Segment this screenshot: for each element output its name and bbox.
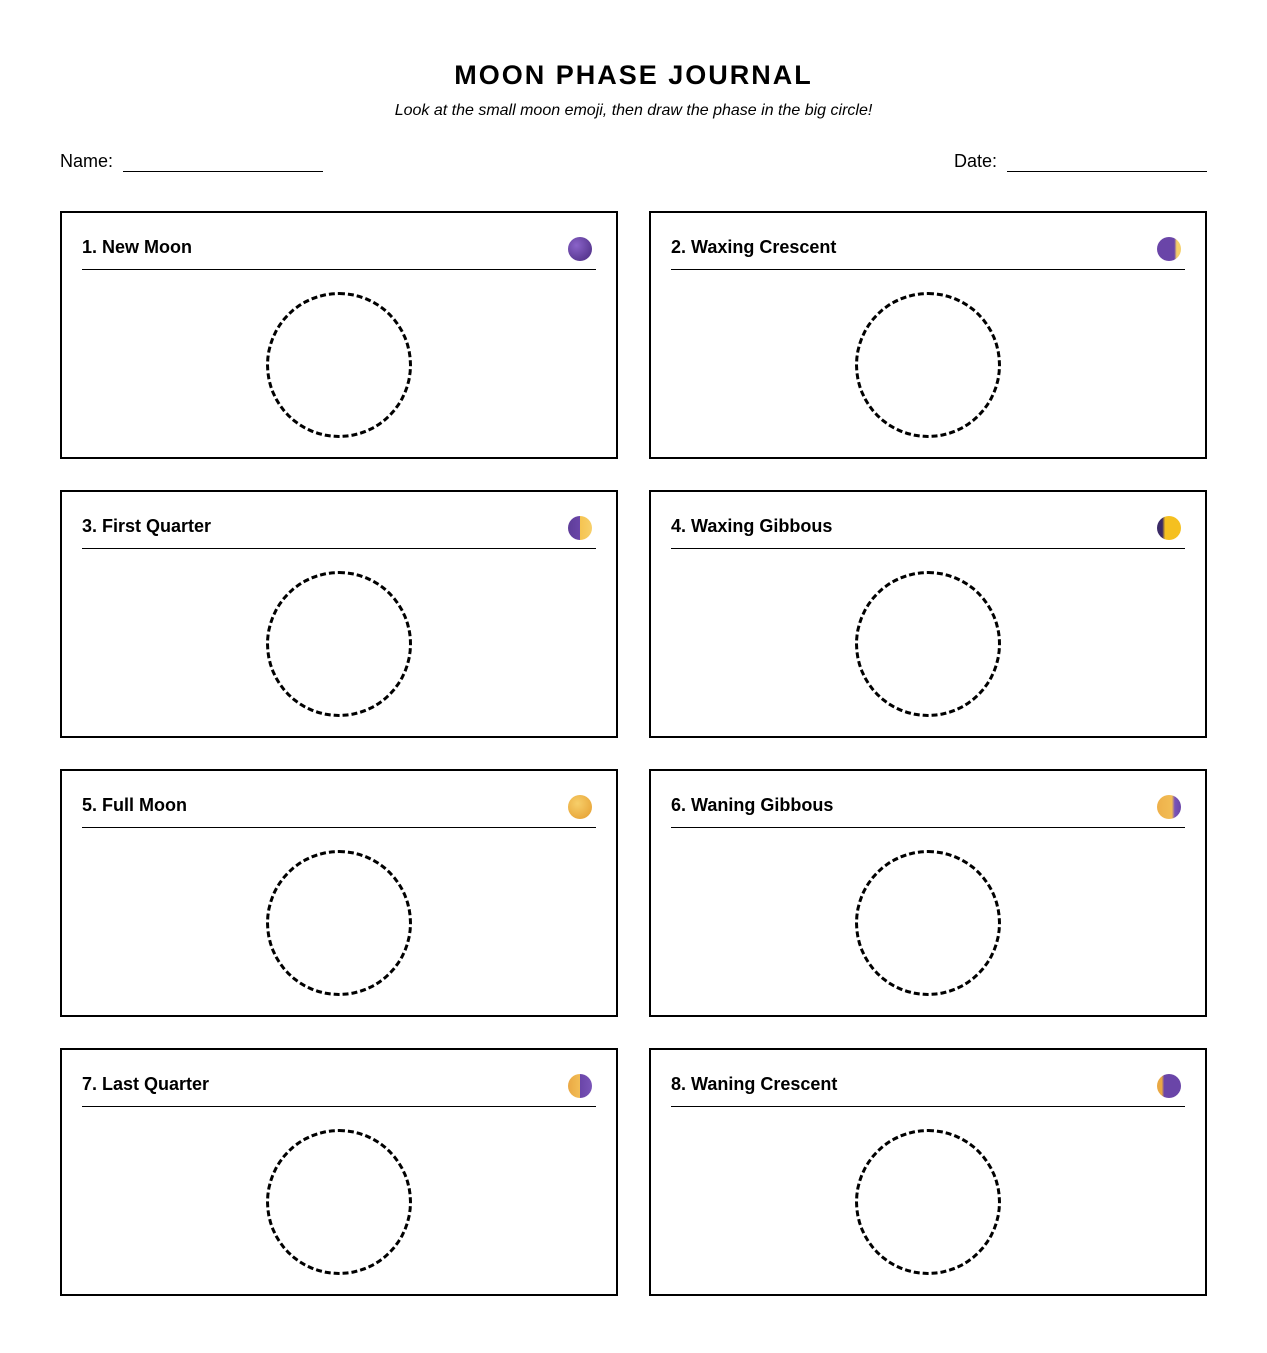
card-title: 1. New Moon: [82, 237, 193, 257]
card-header: [82, 1050, 596, 1107]
card-header: [671, 213, 1185, 270]
waxing-gibbous-icon: [1157, 516, 1181, 540]
name-label: Name:: [60, 151, 114, 171]
last-quarter-icon: [568, 1074, 592, 1098]
page-title: MOON PHASE JOURNAL: [454, 60, 813, 90]
card-header: [671, 1050, 1185, 1107]
card-header: [671, 771, 1185, 828]
card-title: 3. First Quarter: [82, 516, 212, 536]
card-title: 4. Waxing Gibbous: [671, 516, 833, 536]
phase-grid: [60, 211, 1207, 1296]
phase-card-waning-crescent: [649, 1048, 1207, 1296]
card-title: 7. Last Quarter: [82, 1074, 210, 1094]
drawing-circle[interactable]: [855, 1129, 1001, 1275]
new-moon-icon: [568, 237, 592, 261]
drawing-circle[interactable]: [266, 292, 412, 438]
phase-card-full-moon: [60, 769, 618, 1017]
drawing-circle[interactable]: [266, 1129, 412, 1275]
drawing-circle[interactable]: [855, 850, 1001, 996]
card-header: [82, 492, 596, 549]
card-header: [82, 213, 596, 270]
phase-card-waxing-crescent: [649, 211, 1207, 459]
date-label: Date:: [953, 151, 997, 171]
card-header: [671, 492, 1185, 549]
name-field: [60, 150, 323, 171]
card-title: 2. Waxing Crescent: [671, 237, 837, 257]
card-title: 5. Full Moon: [82, 795, 187, 815]
card-title: 6. Waning Gibbous: [671, 795, 834, 815]
phase-card-new-moon: [60, 211, 618, 459]
drawing-circle[interactable]: [266, 850, 412, 996]
card-title: 8. Waning Crescent: [671, 1074, 838, 1094]
full-moon-icon: [568, 795, 592, 819]
phase-card-last-quarter: [60, 1048, 618, 1296]
name-blank-line[interactable]: [123, 151, 323, 172]
date-field: [954, 150, 1207, 171]
first-quarter-icon: [568, 516, 592, 540]
phase-card-waning-gibbous: [649, 769, 1207, 1017]
page-subtitle: Look at the small moon emoji, then draw the phase in the big circle!: [394, 102, 873, 119]
waning-crescent-icon: [1157, 1074, 1181, 1098]
waxing-crescent-icon: [1157, 237, 1181, 261]
drawing-circle[interactable]: [855, 292, 1001, 438]
drawing-circle[interactable]: [855, 571, 1001, 717]
waning-gibbous-icon: [1157, 795, 1181, 819]
phase-card-first-quarter: [60, 490, 618, 738]
phase-card-waxing-gibbous: [649, 490, 1207, 738]
card-header: [82, 771, 596, 828]
date-blank-line[interactable]: [1007, 151, 1207, 172]
drawing-circle[interactable]: [266, 571, 412, 717]
